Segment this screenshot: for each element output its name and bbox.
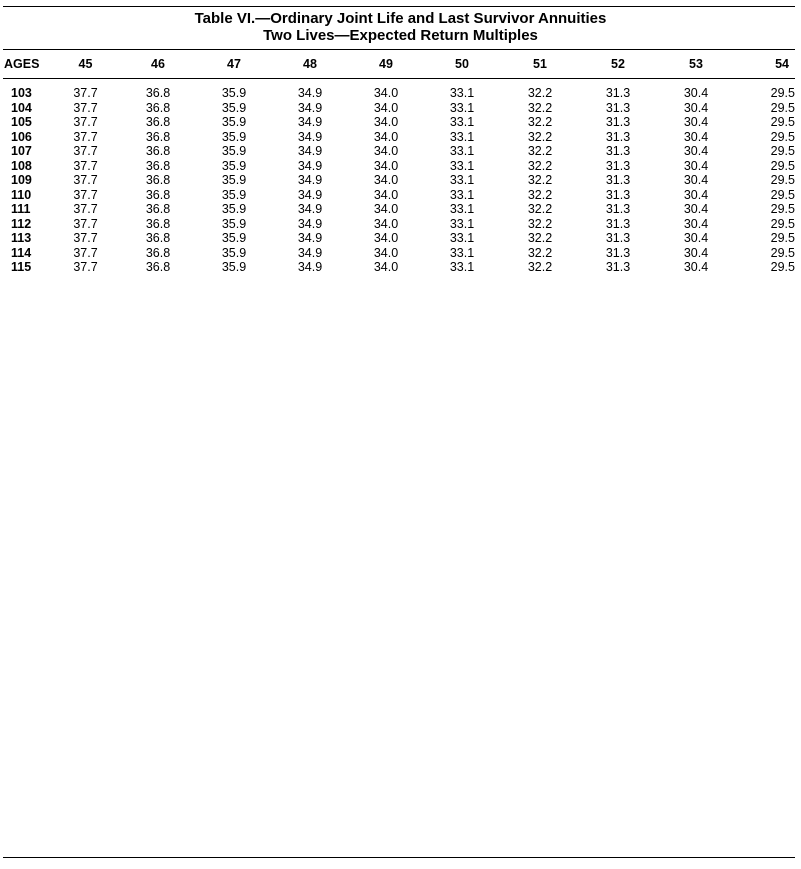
- multiple-cell: 32.2: [527, 115, 553, 129]
- multiple-cell: 32.2: [527, 202, 553, 216]
- table-row: [3, 217, 795, 232]
- multiple-cell: 34.9: [297, 158, 323, 173]
- multiple-cell: 34.0: [373, 158, 399, 173]
- multiple-cell: 37.7: [73, 144, 98, 158]
- multiple-cell: 30.4: [683, 231, 709, 245]
- multiple-cell: 36.8: [145, 231, 171, 245]
- multiple-cell: 35.9: [221, 231, 247, 245]
- multiple-cell: 37.7: [73, 158, 98, 173]
- multiple-cell: 34.0: [373, 100, 399, 115]
- column-header-age-52: 52: [611, 57, 625, 71]
- column-header-age-53: 53: [689, 57, 703, 71]
- row-age-cell: 106: [11, 129, 32, 144]
- multiple-cell: 36.8: [145, 144, 171, 158]
- multiple-cell: 32.2: [527, 245, 553, 260]
- multiple-cell: 37.7: [73, 216, 98, 231]
- multiple-cell: 29.5: [770, 260, 795, 274]
- multiple-cell: 30.4: [683, 144, 709, 158]
- multiple-cell: 34.9: [297, 173, 323, 187]
- multiple-cell: 31.3: [605, 129, 631, 144]
- multiple-cell: 34.0: [373, 245, 399, 260]
- multiple-cell: 29.5: [770, 86, 795, 100]
- top-rule: [3, 6, 795, 7]
- multiple-cell: 37.7: [73, 245, 98, 260]
- multiple-cell: 34.0: [373, 173, 399, 187]
- multiple-cell: 35.9: [221, 260, 247, 274]
- multiple-cell: 29.5: [770, 173, 795, 187]
- table-title-line-1: Table VI.—Ordinary Joint Life and Last Survivor Annuities: [194, 10, 607, 27]
- multiple-cell: 34.0: [373, 216, 399, 231]
- multiple-cell: 32.2: [527, 144, 553, 158]
- multiple-cell: 34.0: [373, 231, 399, 245]
- multiple-cell: 37.7: [73, 86, 98, 100]
- multiple-cell: 32.2: [527, 187, 553, 202]
- table-row: [3, 144, 795, 159]
- multiple-cell: 33.1: [449, 115, 475, 129]
- multiple-cell: 30.4: [683, 202, 709, 216]
- multiple-cell: 37.7: [73, 187, 98, 202]
- multiple-cell: 33.1: [449, 216, 475, 231]
- multiple-cell: 36.8: [145, 86, 171, 100]
- table-title-line-2: Two Lives—Expected Return Multiples: [263, 27, 538, 44]
- row-age-cell: 111: [11, 202, 31, 216]
- multiple-cell: 34.9: [297, 100, 323, 115]
- table-row: [3, 188, 795, 203]
- multiple-cell: 34.9: [297, 202, 323, 216]
- column-header-age-49: 49: [379, 57, 393, 71]
- multiple-cell: 30.4: [683, 260, 709, 274]
- table-row: [3, 130, 795, 145]
- multiple-cell: 33.1: [449, 158, 475, 173]
- multiple-cell: 31.3: [605, 158, 631, 173]
- multiple-cell: 34.0: [373, 187, 399, 202]
- multiple-cell: 32.2: [527, 100, 553, 115]
- multiple-cell: 33.1: [449, 100, 475, 115]
- multiple-cell: 32.2: [527, 216, 553, 231]
- row-age-cell: 104: [11, 100, 32, 115]
- multiple-cell: 30.4: [683, 115, 709, 129]
- multiple-cell: 31.3: [605, 216, 631, 231]
- multiple-cell: 31.3: [605, 115, 631, 129]
- column-header-ages: AGES: [4, 57, 40, 71]
- multiple-cell: 36.8: [145, 260, 171, 274]
- multiple-cell: 33.1: [449, 144, 475, 158]
- multiple-cell: 37.7: [73, 115, 98, 129]
- multiple-cell: 34.9: [297, 260, 323, 274]
- multiple-cell: 37.7: [73, 100, 98, 115]
- multiple-cell: 35.9: [221, 173, 247, 187]
- multiple-cell: 35.9: [221, 245, 247, 260]
- multiple-cell: 34.0: [373, 115, 399, 129]
- multiple-cell: 35.9: [221, 86, 247, 100]
- table-row: [3, 101, 795, 116]
- column-header-age-48: 48: [303, 57, 317, 71]
- multiple-cell: 30.4: [683, 245, 709, 260]
- multiple-cell: 37.7: [73, 173, 98, 187]
- multiple-cell: 34.0: [373, 260, 399, 274]
- multiple-cell: 33.1: [449, 231, 475, 245]
- multiple-cell: 29.5: [770, 144, 795, 158]
- multiple-cell: 29.5: [770, 158, 795, 173]
- multiple-cell: 37.7: [73, 202, 98, 216]
- row-age-cell: 107: [11, 144, 32, 158]
- multiple-cell: 30.4: [683, 158, 709, 173]
- multiple-cell: 34.9: [297, 187, 323, 202]
- multiple-cell: 34.9: [297, 144, 323, 158]
- table-row: [3, 115, 795, 130]
- multiple-cell: 29.5: [770, 187, 795, 202]
- multiple-cell: 36.8: [145, 129, 171, 144]
- multiple-cell: 33.1: [449, 86, 475, 100]
- multiple-cell: 34.9: [297, 115, 323, 129]
- multiple-cell: 34.0: [373, 86, 399, 100]
- multiple-cell: 32.2: [527, 129, 553, 144]
- multiple-cell: 34.0: [373, 144, 399, 158]
- multiple-cell: 32.2: [527, 260, 553, 274]
- multiple-cell: 31.3: [605, 187, 631, 202]
- multiple-cell: 35.9: [221, 158, 247, 173]
- multiple-cell: 31.3: [605, 173, 631, 187]
- table-row: [3, 173, 795, 188]
- multiple-cell: 36.8: [145, 187, 171, 202]
- multiple-cell: 36.8: [145, 245, 171, 260]
- multiple-cell: 35.9: [221, 187, 247, 202]
- header-spacer-row: [3, 78, 795, 86]
- multiple-cell: 31.3: [605, 100, 631, 115]
- row-age-cell: 114: [11, 245, 32, 260]
- row-age-cell: 112: [11, 216, 32, 231]
- multiple-cell: 29.5: [770, 202, 795, 216]
- row-age-cell: 105: [11, 115, 32, 129]
- column-header-age-54: 54: [775, 57, 789, 71]
- multiple-cell: 35.9: [221, 144, 247, 158]
- multiple-cell: 32.2: [527, 86, 553, 100]
- multiple-cell: 36.8: [145, 216, 171, 231]
- row-age-cell: 109: [11, 173, 32, 187]
- multiple-cell: 35.9: [221, 202, 247, 216]
- multiple-cell: 30.4: [683, 100, 709, 115]
- multiple-cell: 31.3: [605, 260, 631, 274]
- multiple-cell: 34.9: [297, 245, 323, 260]
- table-body: [3, 78, 795, 275]
- multiple-cell: 29.5: [770, 129, 795, 144]
- multiple-cell: 33.1: [449, 187, 475, 202]
- table-row: [3, 231, 795, 246]
- spacer-cell: [3, 78, 795, 86]
- column-header-age-46: 46: [151, 57, 165, 71]
- multiple-cell: 29.5: [770, 115, 795, 129]
- multiple-cell: 34.0: [373, 202, 399, 216]
- multiple-cell: 34.9: [297, 86, 323, 100]
- multiple-cell: 29.5: [770, 231, 795, 245]
- multiple-cell: 37.7: [73, 260, 98, 274]
- multiple-cell: 29.5: [770, 245, 795, 260]
- multiple-cell: 32.2: [527, 173, 553, 187]
- multiple-cell: 31.3: [605, 86, 631, 100]
- column-header-age-45: 45: [78, 57, 93, 71]
- multiple-cell: 30.4: [683, 216, 709, 231]
- column-header-age-51: 51: [533, 57, 547, 71]
- table-row: [3, 246, 795, 261]
- multiple-cell: 33.1: [449, 129, 475, 144]
- multiple-cell: 36.8: [145, 158, 171, 173]
- multiple-cell: 29.5: [770, 100, 795, 115]
- row-age-cell: 103: [11, 86, 32, 100]
- multiple-cell: 37.7: [73, 129, 98, 144]
- row-age-cell: 113: [11, 231, 32, 245]
- multiple-cell: 34.9: [297, 231, 323, 245]
- multiple-cell: 33.1: [449, 173, 475, 187]
- multiple-cell: 36.8: [145, 100, 171, 115]
- multiple-cell: 29.5: [770, 216, 795, 231]
- multiple-cell: 31.3: [605, 231, 631, 245]
- header-row: [3, 50, 795, 78]
- multiple-cell: 36.8: [145, 115, 171, 129]
- multiple-cell: 32.2: [527, 158, 553, 173]
- row-age-cell: 115: [11, 260, 32, 274]
- expected-return-multiples-table: [3, 50, 795, 275]
- column-header-age-50: 50: [455, 57, 469, 71]
- multiple-cell: 35.9: [221, 115, 247, 129]
- bottom-rule: [3, 857, 795, 858]
- multiple-cell: 34.9: [297, 216, 323, 231]
- multiple-cell: 32.2: [527, 231, 553, 245]
- multiple-cell: 31.3: [605, 144, 631, 158]
- multiple-cell: 33.1: [449, 260, 475, 274]
- multiple-cell: 30.4: [683, 129, 709, 144]
- multiple-cell: 34.0: [373, 129, 399, 144]
- table-row: [3, 86, 795, 101]
- table-row: [3, 202, 795, 217]
- multiple-cell: 33.1: [449, 245, 475, 260]
- multiple-cell: 30.4: [683, 173, 709, 187]
- multiple-cell: 35.9: [221, 216, 247, 231]
- multiple-cell: 30.4: [683, 86, 709, 100]
- multiple-cell: 35.9: [221, 129, 247, 144]
- multiple-cell: 31.3: [605, 202, 631, 216]
- table-row: [3, 260, 795, 275]
- multiple-cell: 33.1: [449, 202, 475, 216]
- table-row: [3, 159, 795, 174]
- multiple-cell: 35.9: [221, 100, 247, 115]
- row-age-cell: 110: [11, 187, 32, 202]
- column-header-age-47: 47: [227, 57, 241, 71]
- multiple-cell: 34.9: [297, 129, 323, 144]
- multiple-cell: 31.3: [605, 245, 631, 260]
- multiple-cell: 36.8: [145, 202, 171, 216]
- multiple-cell: 30.4: [683, 187, 709, 202]
- table-title: [0, 10, 801, 44]
- multiple-cell: 36.8: [145, 173, 171, 187]
- multiple-cell: 37.7: [73, 231, 98, 245]
- row-age-cell: 108: [11, 158, 32, 173]
